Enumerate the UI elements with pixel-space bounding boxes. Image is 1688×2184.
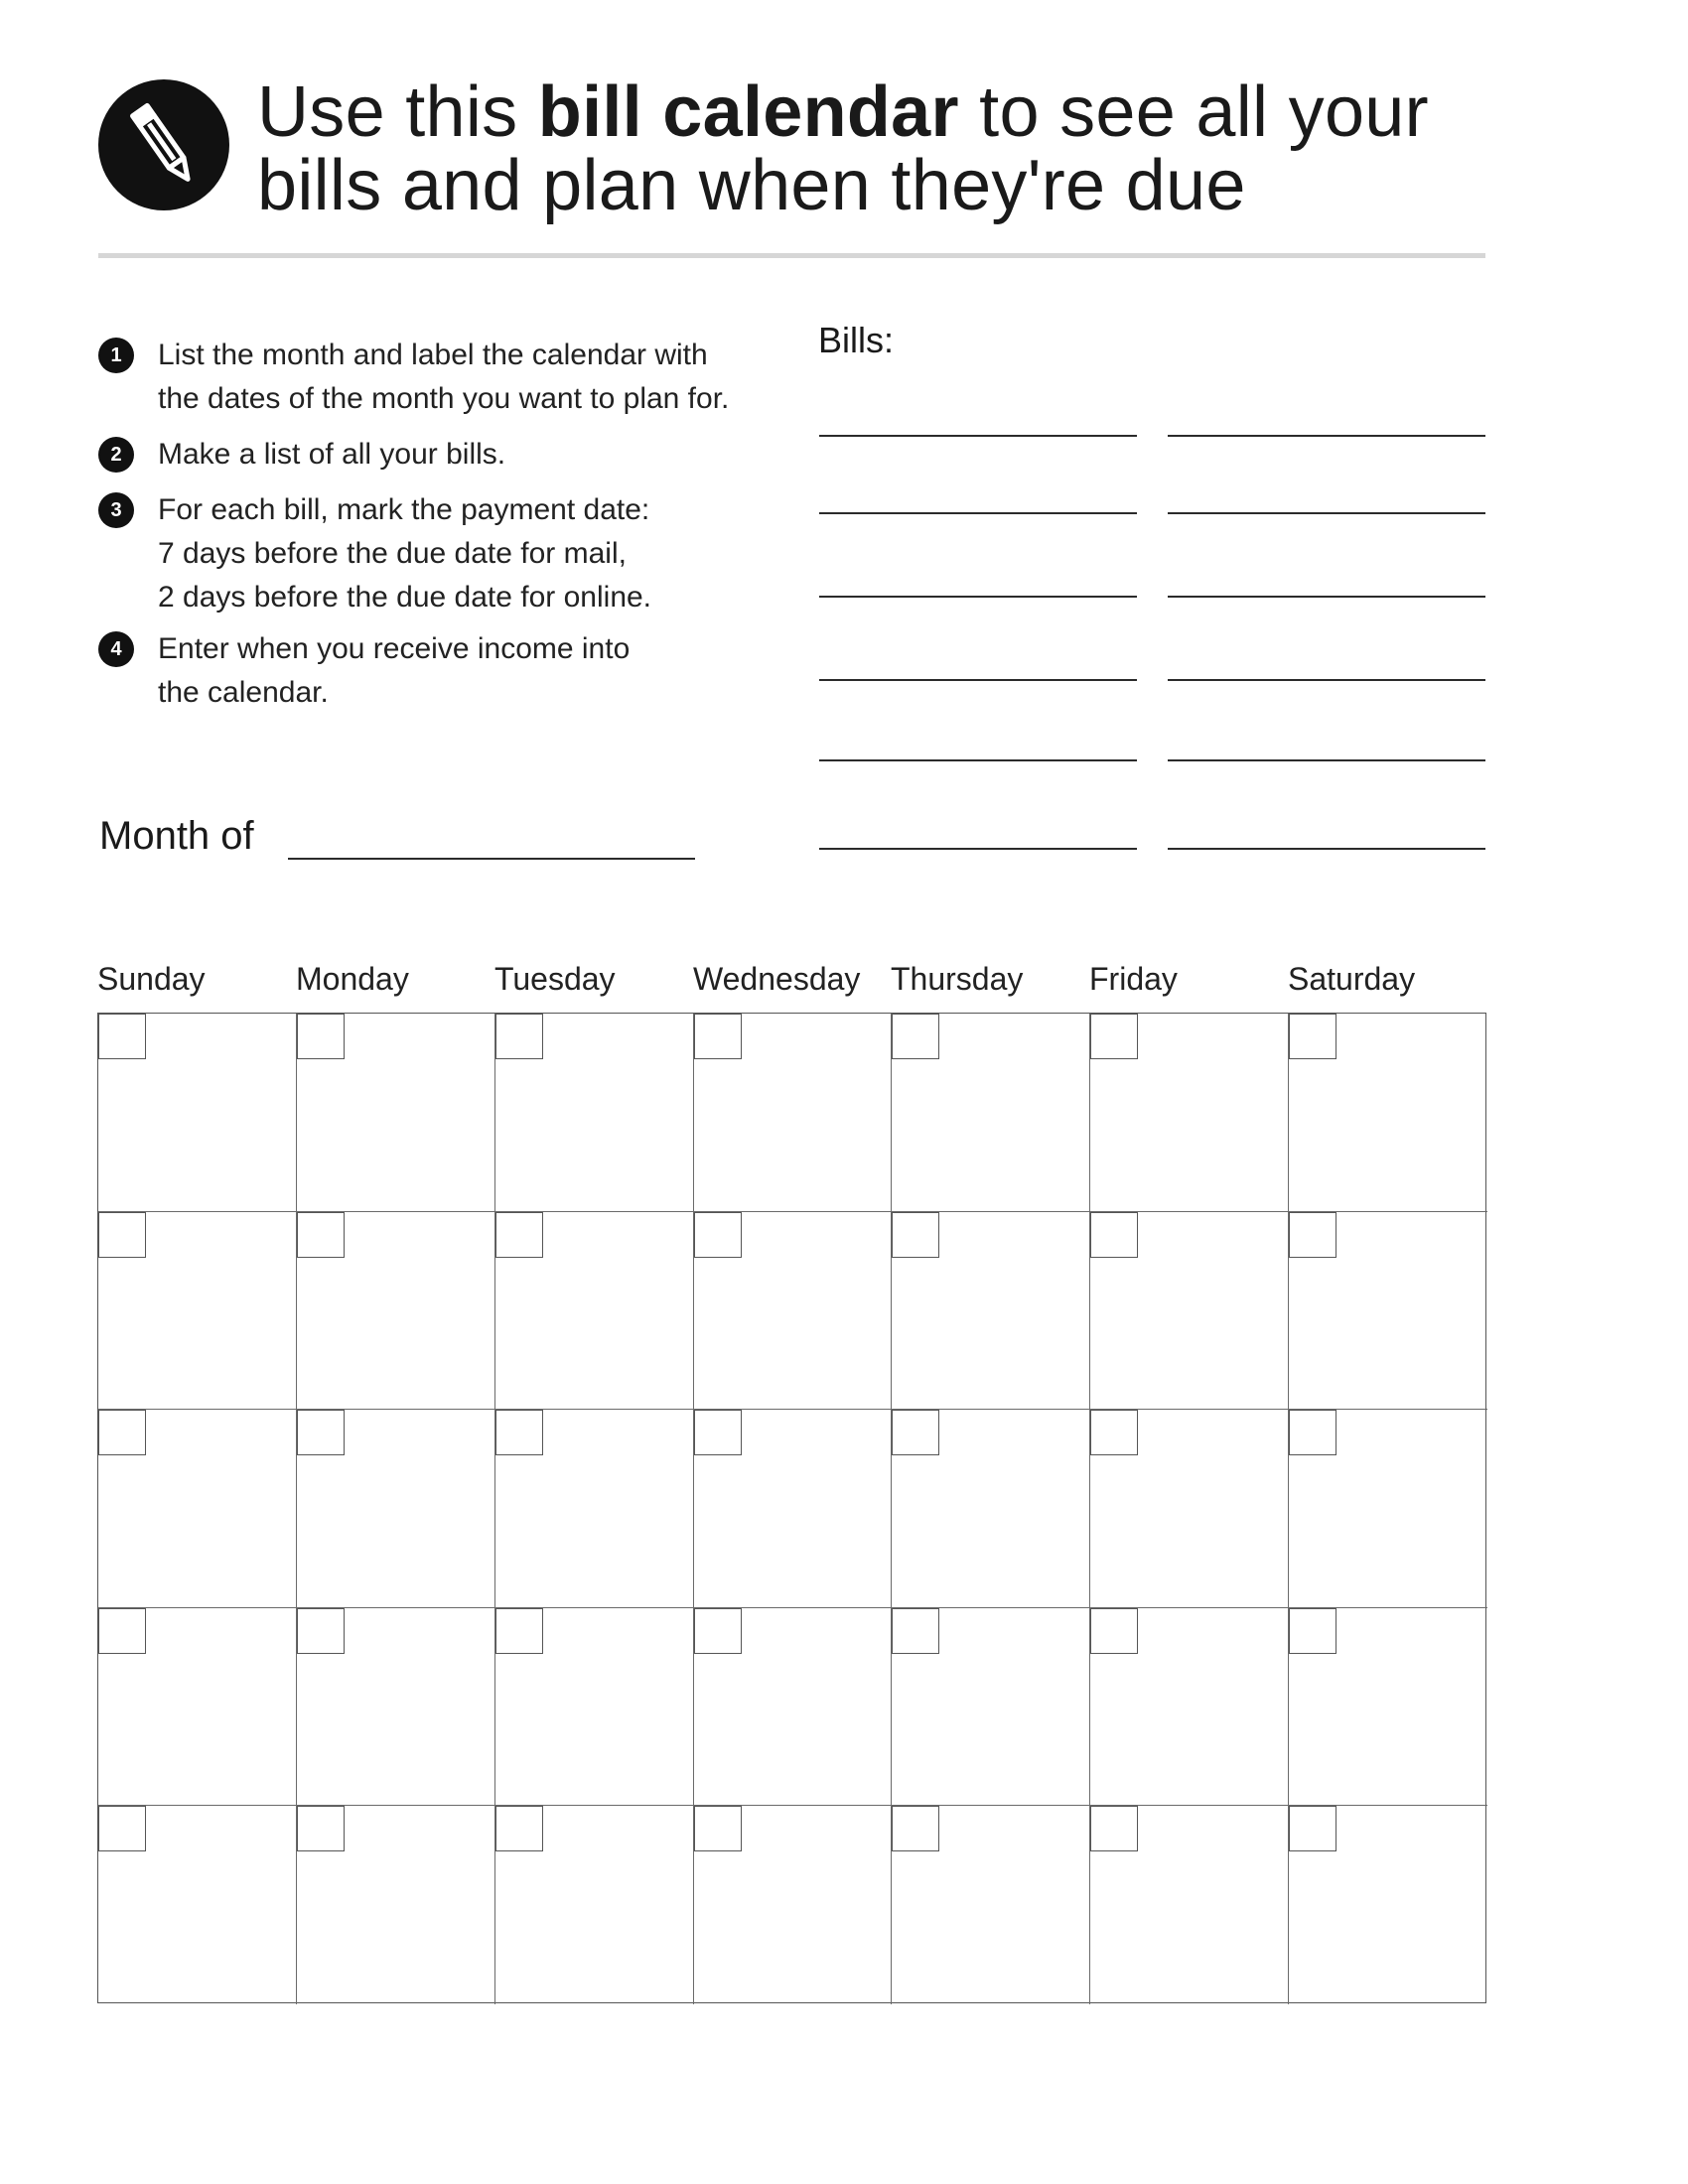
- page-title: Use this bill calendar to see all your bills and plan when they're due: [257, 72, 1429, 225]
- day-header-saturday: Saturday: [1288, 961, 1416, 997]
- date-number-box[interactable]: [297, 1608, 345, 1654]
- calendar-day-cell[interactable]: [1289, 1212, 1487, 1411]
- calendar-day-cell[interactable]: [694, 1608, 893, 1807]
- day-header-wednesday: Wednesday: [693, 961, 861, 997]
- calendar-day-cell[interactable]: [1090, 1806, 1289, 2004]
- bill-entry-line[interactable]: [819, 435, 1137, 437]
- calendar-day-cell[interactable]: [297, 1410, 495, 1608]
- step-text: For each bill, mark the payment date: 7 days before the due date for mail, 2 days before the due date for online.: [158, 493, 652, 614]
- date-number-box[interactable]: [892, 1014, 939, 1059]
- date-number-box[interactable]: [495, 1608, 543, 1654]
- step-text: Make a list of all your bills.: [158, 438, 506, 471]
- date-number-box[interactable]: [98, 1212, 146, 1258]
- date-number-box[interactable]: [1289, 1806, 1336, 1851]
- bill-entry-line[interactable]: [1168, 759, 1485, 761]
- month-input-line[interactable]: [288, 858, 695, 860]
- date-number-box[interactable]: [1090, 1212, 1138, 1258]
- date-number-box[interactable]: [1289, 1014, 1336, 1059]
- calendar-day-cell[interactable]: [1289, 1806, 1487, 2004]
- bill-entry-line[interactable]: [1168, 512, 1485, 514]
- calendar-day-cell[interactable]: [892, 1014, 1090, 1212]
- date-number-box[interactable]: [892, 1806, 939, 1851]
- date-number-box[interactable]: [98, 1410, 146, 1455]
- date-number-box[interactable]: [495, 1410, 543, 1455]
- bill-entry-line[interactable]: [819, 596, 1137, 598]
- calendar-day-cell[interactable]: [1090, 1212, 1289, 1411]
- day-header-thursday: Thursday: [891, 961, 1024, 997]
- date-number-box[interactable]: [694, 1014, 742, 1059]
- pencil-icon: [98, 79, 229, 210]
- step-number-badge: 2: [98, 437, 134, 473]
- date-number-box[interactable]: [1289, 1212, 1336, 1258]
- calendar-day-cell[interactable]: [1289, 1014, 1487, 1212]
- calendar-day-cell[interactable]: [1289, 1410, 1487, 1608]
- date-number-box[interactable]: [694, 1608, 742, 1654]
- step-text: Enter when you receive income into the calendar.: [158, 632, 631, 709]
- bill-entry-line[interactable]: [819, 759, 1137, 761]
- bill-entry-line[interactable]: [1168, 435, 1485, 437]
- calendar-day-cell[interactable]: [694, 1806, 893, 2004]
- date-number-box[interactable]: [694, 1212, 742, 1258]
- date-number-box[interactable]: [892, 1410, 939, 1455]
- date-number-box[interactable]: [892, 1212, 939, 1258]
- calendar-day-cell[interactable]: [495, 1806, 694, 2004]
- calendar-day-cell[interactable]: [98, 1014, 297, 1212]
- step-number-badge: 1: [98, 338, 134, 373]
- date-number-box[interactable]: [1289, 1608, 1336, 1654]
- calendar-day-cell[interactable]: [297, 1014, 495, 1212]
- calendar-day-cell[interactable]: [495, 1608, 694, 1807]
- date-number-box[interactable]: [694, 1806, 742, 1851]
- date-number-box[interactable]: [694, 1410, 742, 1455]
- calendar-day-cell[interactable]: [98, 1410, 297, 1608]
- calendar-day-cell[interactable]: [98, 1608, 297, 1807]
- date-number-box[interactable]: [98, 1014, 146, 1059]
- date-number-box[interactable]: [892, 1608, 939, 1654]
- date-number-box[interactable]: [1090, 1608, 1138, 1654]
- calendar-day-cell[interactable]: [495, 1014, 694, 1212]
- date-number-box[interactable]: [495, 1014, 543, 1059]
- date-number-box[interactable]: [1090, 1410, 1138, 1455]
- calendar-day-cell[interactable]: [1090, 1608, 1289, 1807]
- step-number-badge: 4: [98, 631, 134, 667]
- calendar-day-cell[interactable]: [1289, 1608, 1487, 1807]
- calendar-day-cell[interactable]: [892, 1608, 1090, 1807]
- bill-entry-line[interactable]: [1168, 848, 1485, 850]
- month-label: Month of: [99, 814, 254, 858]
- bill-entry-line[interactable]: [819, 848, 1137, 850]
- calendar-day-cell[interactable]: [297, 1212, 495, 1411]
- calendar-day-cell[interactable]: [495, 1410, 694, 1608]
- calendar-day-cell[interactable]: [297, 1608, 495, 1807]
- calendar-day-cell[interactable]: [1090, 1014, 1289, 1212]
- bill-entry-line[interactable]: [1168, 679, 1485, 681]
- date-number-box[interactable]: [495, 1212, 543, 1258]
- date-number-box[interactable]: [495, 1806, 543, 1851]
- calendar-day-cell[interactable]: [98, 1212, 297, 1411]
- calendar-day-cell[interactable]: [694, 1410, 893, 1608]
- calendar-day-cell[interactable]: [892, 1212, 1090, 1411]
- day-header-friday: Friday: [1089, 961, 1178, 997]
- date-number-box[interactable]: [297, 1806, 345, 1851]
- day-header-monday: Monday: [296, 961, 409, 997]
- bill-entry-line[interactable]: [1168, 596, 1485, 598]
- calendar-day-cell[interactable]: [694, 1212, 893, 1411]
- calendar-day-cell[interactable]: [892, 1410, 1090, 1608]
- date-number-box[interactable]: [1289, 1410, 1336, 1455]
- title-divider: [98, 253, 1485, 258]
- date-number-box[interactable]: [297, 1212, 345, 1258]
- bills-label: Bills:: [818, 320, 895, 360]
- step-text: List the month and label the calendar with the dates of the month you want to plan for.: [158, 339, 730, 415]
- bill-entry-line[interactable]: [819, 679, 1137, 681]
- calendar-day-cell[interactable]: [694, 1014, 893, 1212]
- date-number-box[interactable]: [98, 1806, 146, 1851]
- day-header-tuesday: Tuesday: [494, 961, 616, 997]
- calendar-day-cell[interactable]: [892, 1806, 1090, 2004]
- calendar-grid: [97, 1013, 1486, 2003]
- date-number-box[interactable]: [1090, 1014, 1138, 1059]
- date-number-box[interactable]: [297, 1410, 345, 1455]
- calendar-day-cell[interactable]: [495, 1212, 694, 1411]
- calendar-day-cell[interactable]: [98, 1806, 297, 2004]
- calendar-day-cell[interactable]: [1090, 1410, 1289, 1608]
- step-number-badge: 3: [98, 492, 134, 528]
- bill-entry-line[interactable]: [819, 512, 1137, 514]
- day-header-sunday: Sunday: [97, 961, 206, 997]
- date-number-box[interactable]: [297, 1014, 345, 1059]
- date-number-box[interactable]: [98, 1608, 146, 1654]
- calendar-day-cell[interactable]: [297, 1806, 495, 2004]
- date-number-box[interactable]: [1090, 1806, 1138, 1851]
